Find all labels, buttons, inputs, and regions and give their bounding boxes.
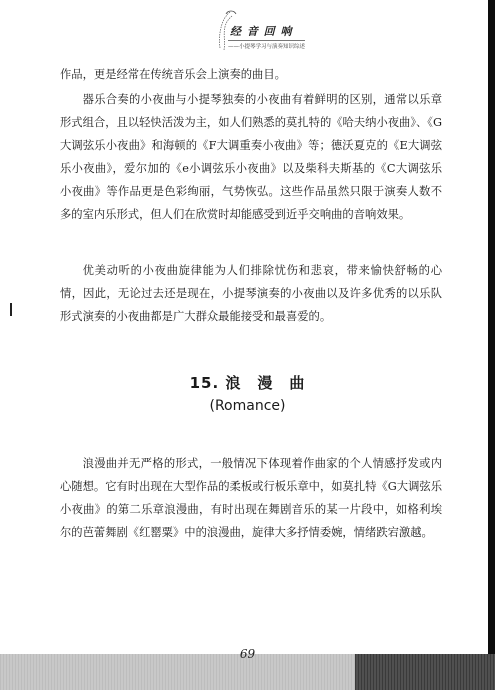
margin-mark <box>10 303 12 316</box>
paragraph-continued: 作品，更是经常在传统音乐会上演奏的曲目。 <box>60 68 286 81</box>
running-header <box>190 8 370 52</box>
paragraph-romance: 浪漫曲并无严格的形式，一般情况下体现着作曲家的个人情感抒发或内心随想。它有时出现在大型作品的柔板或行板乐章中，如莫扎特《G大调弦乐小夜曲》的第二乐章浪漫曲，有时出现在舞剧音乐的某一片段中，如格利埃尔的芭蕾舞剧《红罂粟》中的浪漫曲，旋律大多抒情委婉，情绪跌宕激越。 <box>60 457 442 539</box>
paragraph-serenade-melody: 优美动听的小夜曲旋律能为人们排除忧伤和悲哀，带来愉快舒畅的心情，因此，无论过去还是现在，小提琴演奏的小夜曲以及许多优秀的以乐队形式演奏的小夜曲都是广大群众最能接受和最喜爱的。 <box>60 264 442 323</box>
section-subtitle: (Romance) <box>209 398 286 414</box>
page-edge-shadow <box>488 0 495 690</box>
header-subtitle: ——小提琴学习与演奏知识综述 <box>228 40 305 50</box>
header-title: 经 音 回 响 <box>230 25 293 38</box>
section-title: 15. 浪 漫 曲 <box>189 374 306 392</box>
page-number: 69 <box>239 647 256 661</box>
paragraph-serenade-ensemble: 器乐合奏的小夜曲与小提琴独奏的小夜曲有着鲜明的区别，通常以乐章形式组合，且以轻快活泼为主，如人们熟悉的莫扎特的《哈夫纳小夜曲》、《G大调弦乐小夜曲》和海顿的《F大调重奏小夜曲》等；德沃夏克的《E大调弦乐小夜曲》，爱尔加的《e小调弦乐小夜曲》以及柴科夫斯基的《C大调弦乐小夜曲》等作品更是色彩绚丽，气势恢弘。这些作品虽然只限于演奏人数不多的室内乐形式，但人们在欣赏时却能感受到近乎交响曲的音响效果。 <box>60 93 442 221</box>
